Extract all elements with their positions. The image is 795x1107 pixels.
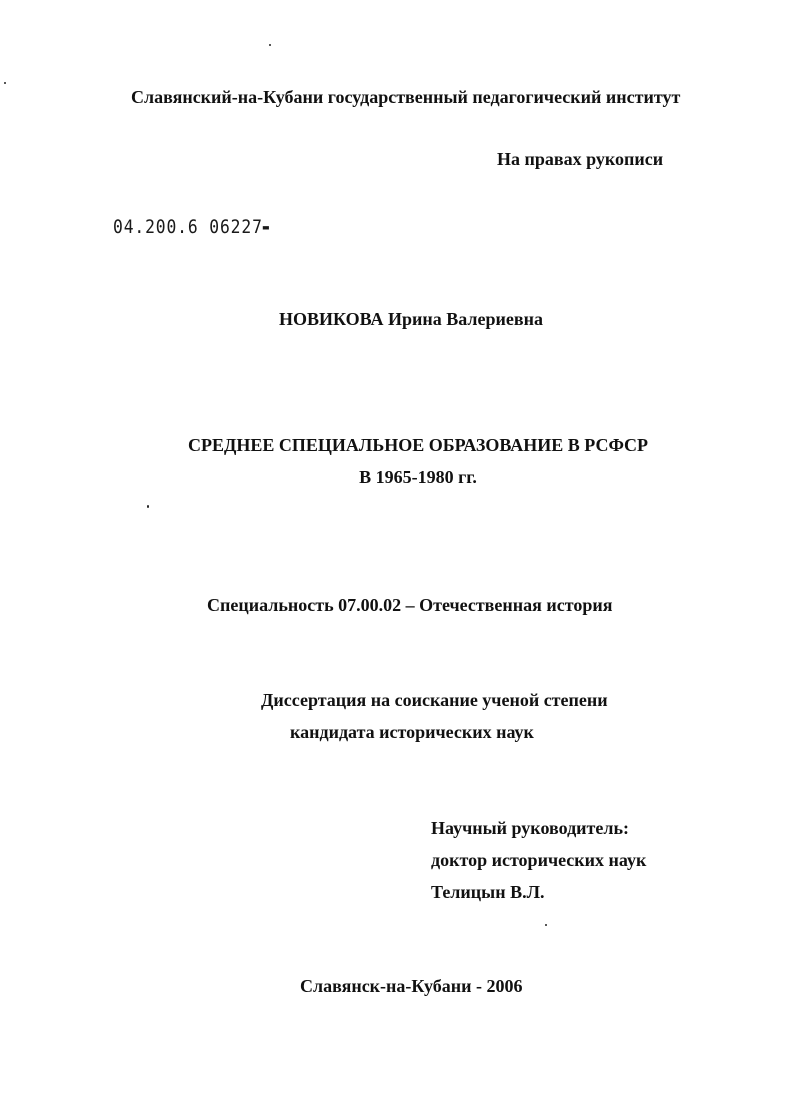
stamp-number-text: 04.200.6 06227: [113, 216, 263, 238]
supervisor-degree: доктор исторических наук: [431, 850, 647, 870]
supervisor-name: Телицын В.Л.: [431, 882, 545, 902]
scan-speck: [269, 44, 271, 46]
scan-speck: [147, 505, 149, 508]
specialty: Специальность 07.00.02 – Отечественная история: [207, 595, 613, 615]
degree-line-1: Диссертация на соискание ученой степени: [261, 690, 608, 710]
degree-line-2: кандидата исторических наук: [290, 722, 534, 742]
library-stamp-number: [113, 215, 270, 239]
author-name: НОВИКОВА Ирина Валериевна: [279, 309, 543, 329]
scan-speck: [545, 924, 547, 926]
place-and-year: Славянск-на-Кубани - 2006: [300, 976, 523, 996]
dissertation-title-line-1: СРЕДНЕЕ СПЕЦИАЛЬНОЕ ОБРАЗОВАНИЕ В РСФСР: [188, 435, 648, 455]
stamp-dash: ▬: [262, 220, 270, 234]
institution-name: Славянский-на-Кубани государственный педагогический институт: [131, 87, 681, 107]
supervisor-label: Научный руководитель:: [431, 818, 629, 838]
rights-notice: На правах рукописи: [497, 149, 664, 169]
scan-speck: [4, 82, 6, 84]
dissertation-title-line-2: В 1965-1980 гг.: [359, 467, 477, 487]
